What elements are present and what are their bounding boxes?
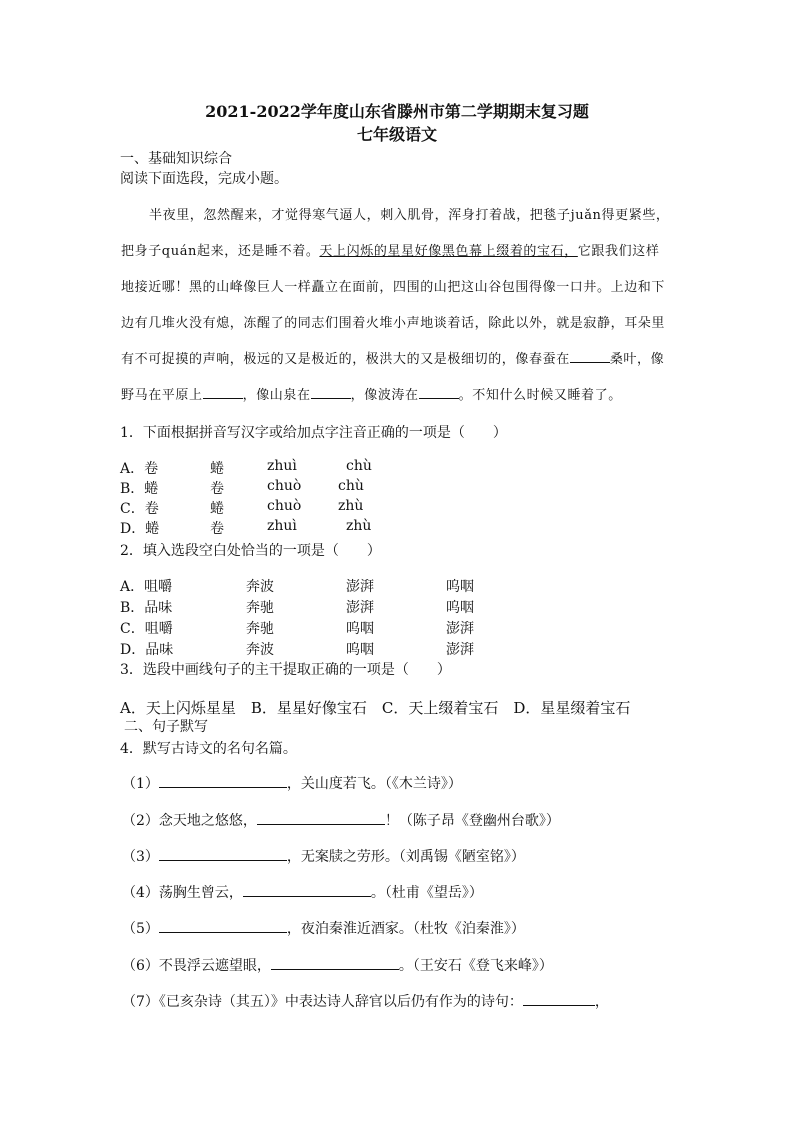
passage-text: ，像波涛在 [350,388,419,403]
passage-line-1: 半夜里，忽然醒来，才觉得寒气逼人，刺入肌骨，浑身打着战，把毯子juǎn得更紧些， [149,208,670,223]
q2-option-d-word4: 澎湃 [446,642,474,658]
passage-text: 有不可捉摸的声响，极远的又是极近的，极洪大的又是极细切的，像春蚕在 [121,352,570,367]
question-4-stem: 4．默写古诗文的名句名篇。 [120,741,297,757]
answer-blank[interactable] [159,846,287,861]
q1-option-b[interactable]: B．蜷 [120,481,159,497]
item-prefix: 不畏浮云遮望眼， [158,958,271,974]
answer-blank[interactable] [203,384,243,399]
passage-text: 它跟我们这样 [577,244,660,259]
item-number: （6） [122,958,159,974]
q2-option-c[interactable]: C．咀嚼 [120,621,173,637]
reading-instruction: 阅读下面选段，完成小题。 [120,171,288,187]
question-2-stem: 2．填入选段空白处恰当的一项是（ ） [120,543,381,559]
exam-title: 2021-2022学年度山东省滕州市第二学期期末复习题 [205,102,589,121]
q1-option-b-char: 卷 [210,481,224,497]
q1-option-b-pinyin2: chù [338,478,364,494]
item-prefix: 念天地之悠悠， [158,813,257,829]
q2-option-a-word4: 呜咽 [446,579,474,595]
q2-option-a-word2: 奔波 [246,579,274,595]
q1-option-a-pinyin1: zhuì [267,458,297,474]
q1-option-a-char: 蜷 [210,461,224,477]
item-suffix: ，关山度若飞。（《木兰诗》） [286,776,462,792]
recite-item-7 [122,991,609,1011]
item-number: （4） [122,885,159,901]
question-3-stem: 3．选段中画线句子的主干提取正确的一项是（ ） [120,662,451,678]
item-suffix: ，夜泊秦淮近酒家。（杜牧《泊秦淮》） [286,921,525,937]
question-1-stem: 1．下面根据拼音写汉字或给加点字注音正确的一项是（ ） [120,425,507,441]
passage-text: 。不知什么时候又睡着了。 [458,388,622,403]
answer-blank[interactable] [159,773,287,788]
q2-option-d[interactable]: D．品味 [120,642,174,658]
item-suffix: 。（王安石《登飞来峰》） [398,958,553,974]
answer-blank[interactable] [257,810,385,825]
q2-option-b-word4: 呜咽 [446,600,474,616]
item-number: （5） [122,921,159,937]
q2-option-d-word3: 呜咽 [346,642,374,658]
answer-blank[interactable] [159,918,287,933]
item-number: （3） [122,849,159,865]
q2-option-b-word2: 奔驰 [246,600,274,616]
question-3-options[interactable]: A．天上闪烁星星 B．星星好像宝石 C．天上缀着宝石 D．星星缀着宝石 [120,699,631,717]
recite-item-4 [122,882,483,902]
passage-line-6 [121,384,622,403]
recite-item-5 [122,918,525,938]
q2-option-a-word3: 澎湃 [346,579,374,595]
q2-option-a[interactable]: A．咀嚼 [120,579,173,595]
answer-blank[interactable] [523,991,595,1006]
q1-option-c-char: 蜷 [210,501,224,517]
recite-item-1 [122,773,462,793]
passage-text: 野马在平原上 [121,388,203,403]
q1-option-a[interactable]: A．卷 [120,461,159,477]
passage-line-5 [121,348,664,367]
item-suffix: ，无案牍之劳形。（刘禹锡《陋室铭》） [286,849,525,865]
item-number: （7） [122,994,159,1010]
q1-option-c-pinyin2: zhù [338,498,364,514]
item-suffix: ， [594,994,609,1010]
section-heading-1: 一、基础知识综合 [120,151,232,167]
answer-blank[interactable] [243,882,371,897]
q1-option-b-pinyin1: chuò [267,478,302,494]
passage-line-3: 地接近哪！黑的山峰像巨人一样矗立在面前，四围的山把这山谷包围得像一口井。上边和下 [121,280,666,295]
recite-item-3 [122,846,525,866]
exam-subtitle: 七年级语文 [356,125,437,144]
q2-option-c-word4: 澎湃 [446,621,474,637]
answer-blank[interactable] [419,384,459,399]
passage-text: 桑叶，像 [609,352,665,367]
q1-option-d-char: 卷 [210,521,224,537]
item-number: （2） [122,813,159,829]
passage-text: ，像山泉在 [242,388,311,403]
section-heading-2: 二、句子默写 [124,719,208,735]
passage-text: 把身子quán起来，还是睡不着。 [121,244,320,259]
passage-line-4: 边有几堆火没有熄，冻醒了的同志们围着火堆小声地谈着话，除此以外，就是寂静，耳朵里 [121,316,666,331]
answer-blank[interactable] [570,348,610,363]
q1-option-d-pinyin2: zhù [346,518,372,534]
answer-blank[interactable] [311,384,351,399]
q1-option-c-pinyin1: chuò [267,498,302,514]
q1-option-c[interactable]: C．卷 [120,501,159,517]
item-number: （1） [122,776,159,792]
passage-line-2 [121,240,659,259]
q1-option-d[interactable]: D．蜷 [120,521,160,537]
recite-item-2 [122,810,560,830]
q1-option-d-pinyin1: zhuì [267,518,297,534]
answer-blank[interactable] [271,955,399,970]
q2-option-c-word2: 奔驰 [246,621,274,637]
q2-option-c-word3: 呜咽 [346,621,374,637]
q1-option-a-pinyin2: chù [346,458,372,474]
item-suffix: ！（陈子昂《登幽州台歌》） [384,813,560,829]
q2-option-b-word3: 澎湃 [346,600,374,616]
q2-option-b[interactable]: B．品味 [120,600,173,616]
q2-option-d-word2: 奔波 [246,642,274,658]
item-prefix: 荡胸生曾云， [158,885,243,901]
item-suffix: 。（杜甫《望岳》） [370,885,483,901]
recite-item-6 [122,955,553,975]
underlined-sentence: 天上闪烁的星星好像黑色幕上缀着的宝石， [319,244,578,259]
item-prefix: 《已亥杂诗（其五）》中表达诗人辞官以后仍有作为的诗句： [158,994,523,1010]
